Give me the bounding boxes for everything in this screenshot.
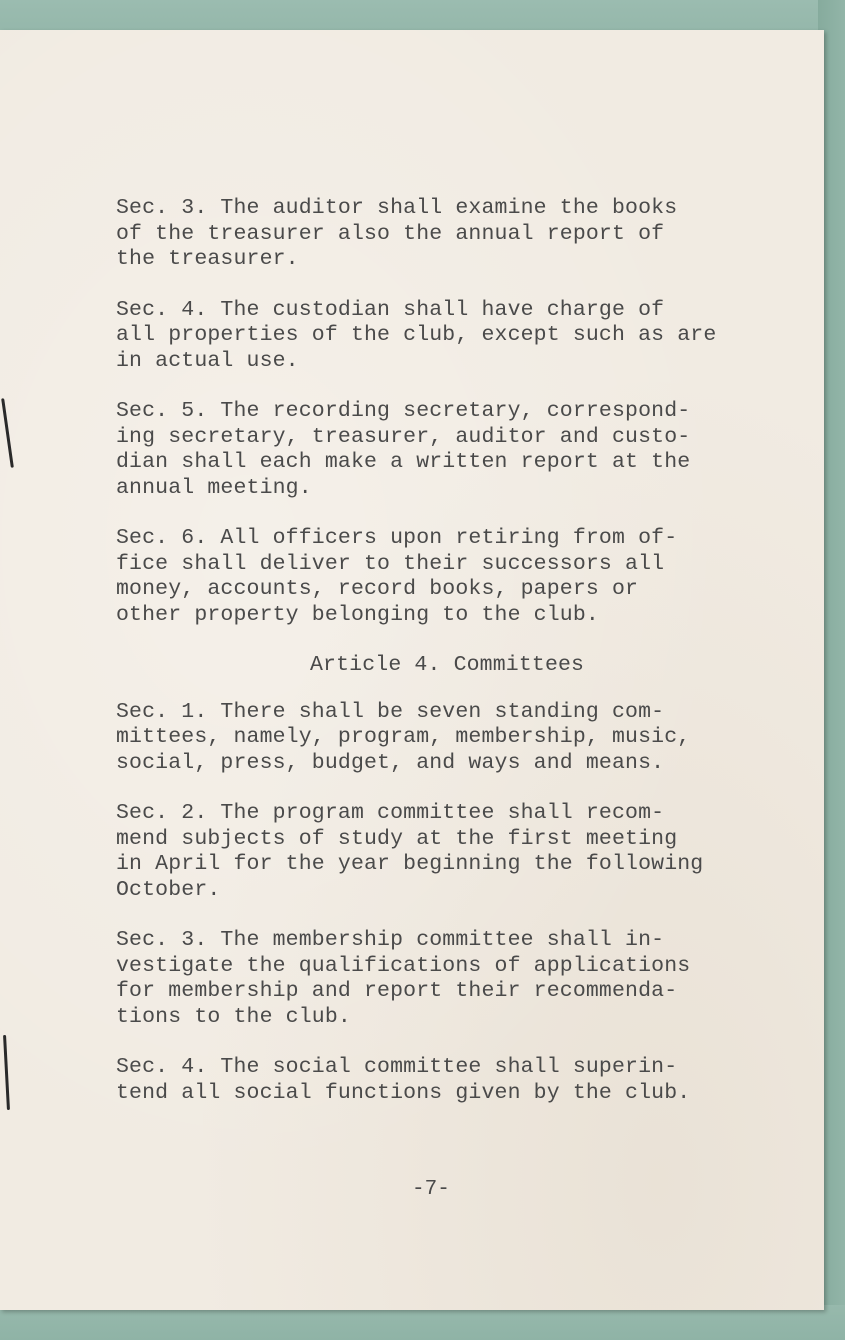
text-line: tend all social functions given by the club. [116,1080,691,1105]
text-line: social, press, budget, and ways and means. [116,750,665,775]
text-line: Sec. 4. The social committee shall superin- [116,1055,678,1079]
text-line: tions to the club. [116,1004,351,1029]
text-line: mend subjects of study at the first meeting [116,826,678,851]
section-paragraph [116,1055,816,1106]
text-line: dian shall each make a written report at the [116,450,691,474]
section-paragraph [116,928,816,1030]
section-paragraph [116,801,816,903]
text-line: Sec. 4. The custodian shall have charge of [116,297,665,322]
article-heading: Article 4. Committees [310,653,585,677]
text-line: in actual use. [116,348,299,373]
section-paragraph [116,298,816,375]
text-line: Sec. 3. The membership committee shall in- [116,928,665,952]
text-line: vestigate the qualifications of applications [116,953,691,978]
section-paragraph [116,399,816,501]
text-line: ing secretary, treasurer, auditor and custo- [116,424,691,449]
text-line: money, accounts, record books, papers or [116,577,639,601]
section-list-committees [116,700,816,1107]
staple-mark-icon [3,1035,10,1110]
backing-board-bottom [0,1305,845,1340]
section-paragraph [116,700,816,777]
text-line: of the treasurer also the annual report of [116,221,665,246]
text-line: Sec. 2. The program committee shall recom- [116,801,665,825]
text-line: all properties of the club, except such as are [116,323,717,347]
text-line: Sec. 6. All officers upon retiring from of- [116,526,678,550]
staple-mark-icon [1,398,14,468]
section-list-officers [116,196,816,628]
text-line: Sec. 1. There shall be seven standing com- [116,699,665,724]
text-line: the treasurer. [116,247,299,271]
section-paragraph [116,196,816,273]
text-line: in April for the year beginning the following [116,852,704,876]
section-paragraph [116,526,816,628]
text-line: for membership and report their recommenda- [116,979,678,1003]
text-line: October. [116,877,221,902]
text-line: annual meeting. [116,475,312,500]
page-body [116,196,816,1131]
text-line: Sec. 3. The auditor shall examine the books [116,196,678,220]
text-line: Sec. 5. The recording secretary, correspond- [116,399,691,423]
page-number: -7- [412,1178,450,1201]
text-line: fice shall deliver to their successors all [116,551,665,576]
text-line: mittees, namely, program, membership, music, [116,725,691,749]
text-line: other property belonging to the club. [116,602,599,627]
